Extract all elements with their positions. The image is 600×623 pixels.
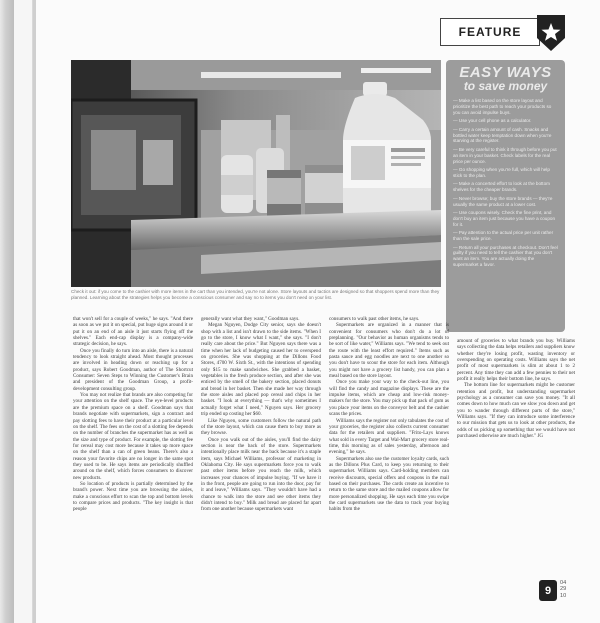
tips-sidebar — [446, 60, 565, 332]
sidebar-list — [453, 98, 558, 268]
article-column-4 — [457, 338, 575, 440]
list-item: — Make a list based on the store layout and prioritize the best path to reach your products so you can avoid impulse buys. — [453, 98, 552, 115]
page-number: 9 — [539, 580, 557, 601]
section-label: FEATURE — [458, 25, 522, 39]
section-label-box — [440, 18, 540, 46]
paragraph: that won't sell for a couple of weeks," he says. "And there as soon as we put it on special, put huge signs around it or put it on an end of an aisle it just starts flying off the shelves." Each end-cap display is a company-wide strategic decision, he says. — [73, 316, 193, 348]
issue-day: 29 — [560, 586, 567, 593]
magazine-page — [36, 0, 600, 623]
paragraph: Williams says the register not only tabulates the cost of your groceries, the register also collects current consumer data for the retailers and suppliers. "Frito-Lays knows what sold in every Target and Wal-Mart grocery store real-time, this morning as of sales yesterday, afternoon and evening," he says. — [329, 417, 449, 456]
article-column-2 — [201, 316, 321, 513]
list-item: — Never browse; buy the store brands — they're usually the same product at a lower cost. — [453, 195, 553, 207]
issue-month: 04 — [560, 580, 567, 586]
star-icon — [536, 14, 566, 52]
paragraph: Once you walk out of the aisles, you'll find the dairy section is near the back of the store. Supermarkets intentionally place milk near the back because it's a staple item, says Michael Williams, professor of marketing in Oklahoma City. He says supermarkets force you to walk past other items before you reach the milk, which increases your chances of impulse buying. "If we have it in the front, people are going to run into the door, pay for it and leave," Williams says. "They wouldn't have had a chance to walk into the store and see other items they didn't intend to buy." Milk and bread are placed far apart from one another because supermarkets want — [201, 436, 321, 513]
book-spine — [0, 0, 14, 623]
list-item: — Make a concerted effort to look at the bottom shelves for the cheaper brands. — [453, 181, 550, 193]
list-item: — Be very careful to think it through before you put an item in your basket. Check labels for the real price per ounce. — [453, 146, 557, 164]
left-page-edge — [14, 0, 33, 623]
paragraph: Like Nguyen, some customers follow the natural path of the store layout, which can cause them to buy more as they browse. — [201, 417, 321, 437]
list-item: — Return all your purchases at checkout. Don't feel guilty if you need to tell the cashier that you don't want an item. You are actually doing the supermarket a favor. — [453, 244, 558, 268]
paragraph: generally want what they want," Goodman says. — [201, 316, 300, 322]
paragraph: You may not realize that brands are also competing for your attention on the shelf space. The eye-level products are the premium space on a shelf. Goodman says that brands negotiate with supermarkets, sign a contract and pay slotting fees to have their product at a particular level on the shelf. The fees on the cost of a slotting fee depends on the number of branches the supermarket has as well as the size and type of product. For example, the slotting fee for cereal may cost more because it takes up more space on the shelf than a can of green beans. There's also a reason your favorite chips are no longer in the same spot they used to be. He says items are periodically shuffled around on the shelf, which forces consumers to discover new products. — [73, 392, 193, 481]
list-item: — Carry a certain amount of cash. Snacks and bottled water keep temptation down when you're starving at the register. — [453, 126, 552, 144]
list-item: — Use your cell phone as a calculator. — [453, 118, 532, 124]
list-item: — Go shopping when you're full, which will help stick to the plan. — [453, 167, 550, 178]
grocery-shelf-photo — [71, 60, 441, 287]
issue-year: 10 — [560, 592, 567, 599]
paragraph: Supermarkets also use the customer loyalty cards, such as the Dillons Plus Card, to keep you returning to their supermarket. Williams says. Card-holding members can receive discounts, special offers and coupons in the mail based on their purchases. The cards create an incentive to return to the same store and the mailed coupons allow for more personalized shopping. He says each time you swipe the card supermarkets use the data to track your buying habits from the — [329, 455, 449, 513]
paragraph: amount of groceries to what brands you buy. Williams says collecting the data helps retailers and suppliers know whether they're losing profit, wasting inventory or overspending on operating costs. Williams says the net profit of most supermarkets is slim at about 1 to 2 percent. Any time they can add a few pennies to their net profit it really helps their bottom line, he says. — [457, 338, 575, 383]
list-item: — Pay attention to the actual price per unit rather than the sale price. — [453, 230, 554, 242]
paragraph: Once you finally do turn into an aisle, there is a natural tendency to look straight ahead. Most thought processes are involved in heading down or reaching up for a product, says Robert Goodman, author of The Shortcut Consumer: Seven Steps to Winning the Customer's Brain and president of the Goodman Group, a profit-development consulting group. — [73, 347, 193, 392]
paragraph: Megan Nguyen, Dodge City senior, says she doesn't shop with a list and isn't drawn to the side items. "When I go to the store, I know what I want," she says. "I don't really care about the price." But Nguyen says there was a time when her lack of budgeting caused her to overspend on groceries. She was shopping at the Dillons Food Stores, 4700 W. Sixth St., with the intentions of spending only $15 to make sandwiches. She grabbed a basket, vegetables in the fresh produce section, and after she was enticed by the smell of the bakery section, placed donuts and bread in her basket. Then she made her way through the store aisles and placed pop cereal and chips in her basket. "I look at everything — that's why sometimes I actually forget what I need," Nguyen says. Her grocery trip ended up costing her $60. — [201, 322, 321, 418]
paragraph: So location of products is partially determined by the brand's power. Next time you are browsing the aisles, make a conscious effort to scan the top and bottom levels to compare prices and products. "The key insight is that people — [73, 480, 193, 513]
issue-date — [560, 580, 566, 599]
photo-caption: Check it out: if you come to the cashier with more items in the cart than you intended, you're not alone. Store layouts and tactics are designed so that shoppers spend more than they planned. Learning about the strategies helps you become a conscious consumer and say no to items you don't need on your list. — [71, 289, 440, 300]
sidebar-subtitle: to save money — [463, 79, 548, 93]
sidebar-title: EASY WAYS — [459, 64, 552, 81]
list-item: — Use coupons wisely. Check the fine print, and don't buy an item just because you have a coupon for it. — [453, 210, 556, 227]
article-column-3 — [329, 316, 449, 513]
article-column-1 — [73, 316, 193, 513]
paragraph: consumers to walk past other items, he says. — [329, 316, 420, 322]
paragraph: Once you make your way to the check-out line, you will find the candy and magazine displays. These are the impulse items, which are cheap and low-risk money-makers for the store. You may pick up that pack of gum as you place your items on the conveyor belt and the cashier scans the prices. — [329, 379, 449, 418]
paragraph: The bottom line for supermarkets might be customer retention and profit, but understanding supermarket psychology as a consumer can save you money. "It all comes down to how much can we slow you down and get you to wander through different parts of the store," Williams says. "If they can introduce some interference to our mission that gets us to look at other products, the odds of us picking up something that we would have not purchased otherwise are much higher." JG — [457, 382, 575, 440]
paragraph: Supermarkets are organized in a manner that is convenient for consumers who don't do a lot of preplanning. "Our behavior as human organisms tends to be sort of like water," Williams says. "We tend to seek out the route with the least effort required." Items such as pasta sauce and egg noodles are next to one another so you don't have to scour the store for each item. Although you might not have a grocery list handy, you can plan a meal based on the store layout. — [329, 322, 449, 380]
